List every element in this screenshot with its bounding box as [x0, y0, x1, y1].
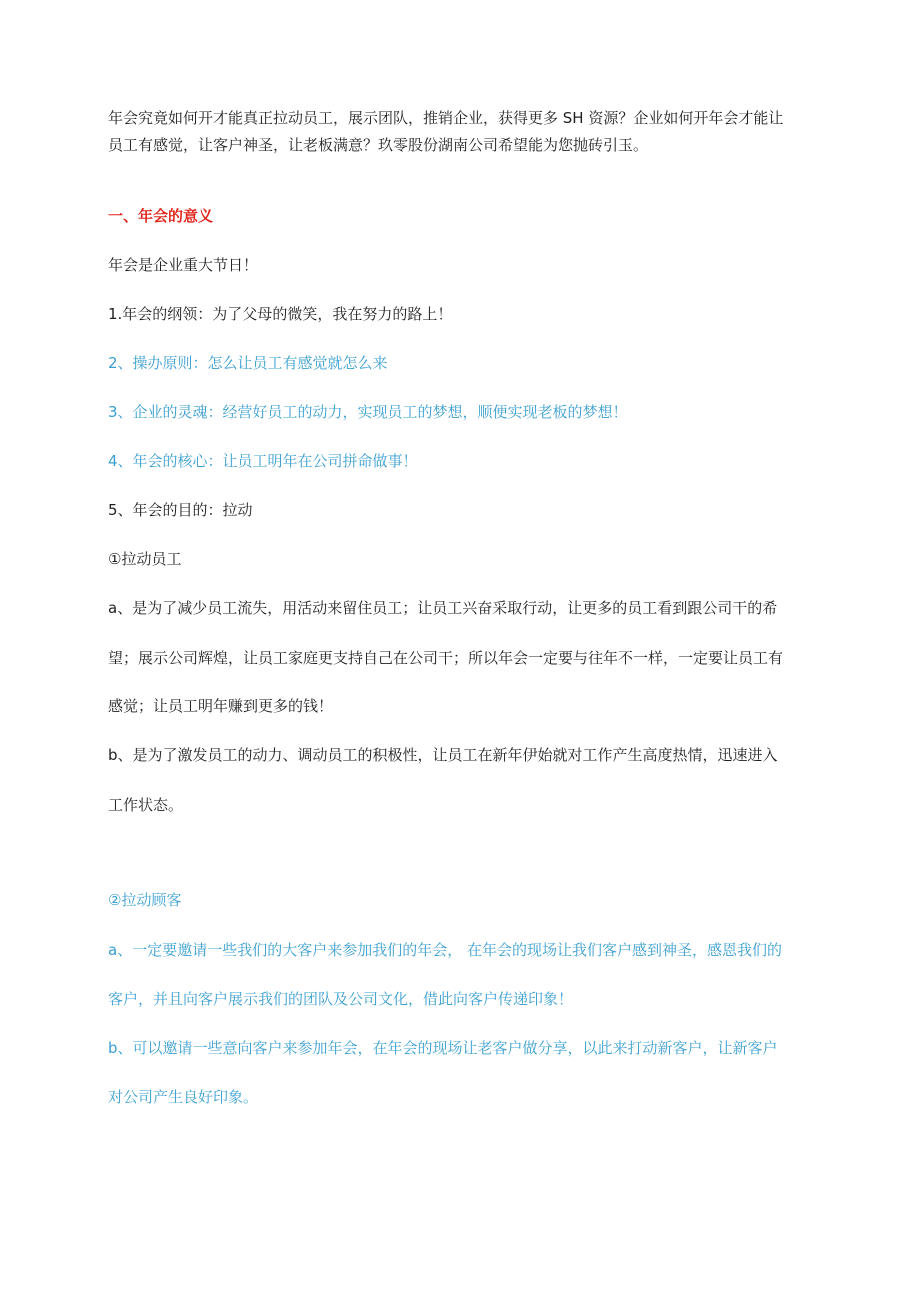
employees-a-line-1: a、是为了减少员工流失，用活动来留住员工；让员工兴奋采取行动，让更多的员工看到跟公司干的希 — [108, 599, 778, 617]
employees-a-line-3: 感觉；让员工明年赚到更多的钱！ — [108, 697, 334, 715]
item-principle: 2、操办原则：怎么让员工有感觉就怎么来 — [108, 354, 388, 372]
customers-b-line-2: 对公司产生良好印象。 — [108, 1088, 259, 1106]
customers-a-line-2: 客户，并且向客户展示我们的团队及公司文化，借此向客户传递印象！ — [108, 990, 574, 1008]
customers-a-line-1: a、一定要邀请一些我们的大客户来参加我们的年会， 在年会的现场让我们客户感到神圣，感恩我们的 — [108, 941, 782, 959]
employees-b-line-2: 工作状态。 — [108, 796, 184, 814]
section-lead: 年会是企业重大节日！ — [108, 256, 259, 274]
intro-line-2: 员工有感觉，让客户神圣，让老板满意？玖零股份湖南公司希望能为您抛砖引玉。 — [108, 136, 649, 154]
item-core: 4、年会的核心：让员工明年在公司拼命做事！ — [108, 452, 418, 470]
employees-title: ①拉动员工 — [108, 550, 182, 568]
employees-a-line-2: 望；展示公司辉煌，让员工家庭更支持自己在公司干；所以年会一定要与往年不一样，一定要让员工有 — [108, 649, 784, 667]
customers-title: ②拉动顾客 — [108, 891, 182, 909]
intro-line-1: 年会究竟如何开才能真正拉动员工，展示团队，推销企业，获得更多 SH 资源？企业如何开年会才能让 — [108, 109, 784, 127]
section-heading: 一、年会的意义 — [108, 207, 214, 225]
item-purpose: 5、年会的目的：拉动 — [108, 501, 253, 519]
customers-b-line-1: b、可以邀请一些意向客户来参加年会，在年会的现场让老客户做分享，以此来打动新客户，让新客户 — [108, 1039, 778, 1057]
item-guideline: 1.年会的纲领：为了父母的微笑，我在努力的路上！ — [108, 305, 453, 323]
employees-b-line-1: b、是为了激发员工的动力、调动员工的积极性，让员工在新年伊始就对工作产生高度热情，迅速进入 — [108, 746, 778, 764]
item-soul: 3、企业的灵魂：经营好员工的动力，实现员工的梦想，顺便实现老板的梦想！ — [108, 403, 628, 421]
